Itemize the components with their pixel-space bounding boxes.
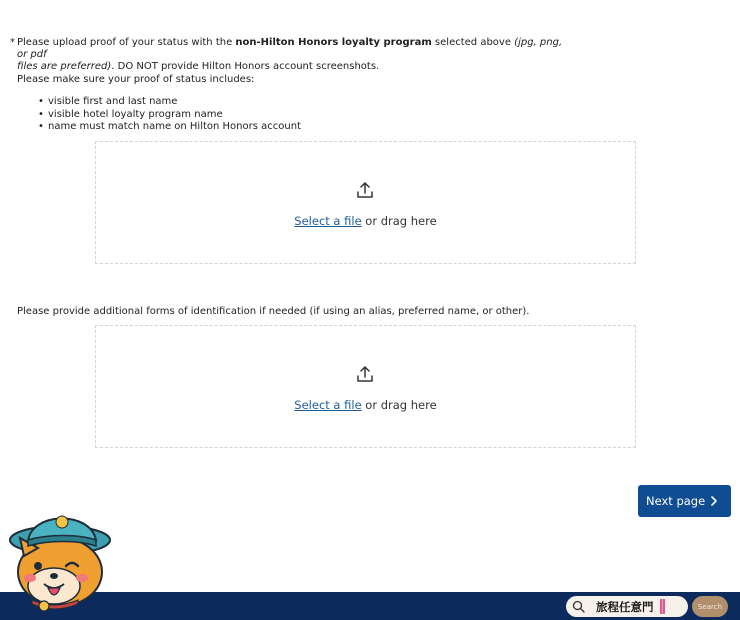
checklist-title: Please make sure your proof of status includes:: [17, 74, 255, 85]
requirements-list: [38, 96, 301, 134]
search-input[interactable]: [566, 596, 688, 617]
next-page-button[interactable]: [638, 485, 731, 517]
intro-mid: selected above: [431, 37, 515, 48]
chevron-right-icon: [709, 494, 719, 508]
intro-text: Please upload proof of your status with the: [17, 37, 236, 48]
next-page-label: Next page: [646, 494, 706, 508]
select-file-link[interactable]: Select a file: [294, 214, 362, 228]
search-text: 旅程任意門: [596, 600, 654, 614]
required-asterisk: *: [10, 37, 15, 48]
dropzone-text: [96, 398, 635, 412]
drag-here-text: or drag here: [361, 214, 437, 228]
search-icon: [572, 600, 585, 613]
status-proof-dropzone[interactable]: [95, 141, 636, 264]
additional-id-label: Please provide additional forms of identification if needed (if using an alias, preferred name, or other).: [17, 306, 530, 317]
decorative-bar: [660, 599, 665, 614]
additional-id-dropzone[interactable]: [95, 325, 636, 448]
upload-icon: [356, 365, 374, 383]
intro-bold: non-Hilton Honors loyalty program: [235, 37, 432, 48]
intro-italic-2: files are preferred): [17, 61, 112, 72]
shiba-mascot[interactable]: [8, 500, 118, 614]
list-item: • name must match name on Hilton Honors account: [38, 121, 301, 134]
intro-italic: (jpg, png, or pdf: [17, 37, 563, 60]
list-item: • visible first and last name: [38, 96, 301, 109]
upload-instructions: [10, 37, 570, 73]
dropzone-text: [96, 214, 635, 228]
list-item: • visible hotel loyalty program name: [38, 109, 301, 122]
drag-here-text: or drag here: [361, 398, 437, 412]
intro-post: . DO NOT provide Hilton Honors account screenshots.: [111, 61, 380, 72]
select-file-link[interactable]: Select a file: [294, 398, 362, 412]
search-button[interactable]: Search: [692, 596, 728, 617]
upload-icon: [356, 181, 374, 199]
